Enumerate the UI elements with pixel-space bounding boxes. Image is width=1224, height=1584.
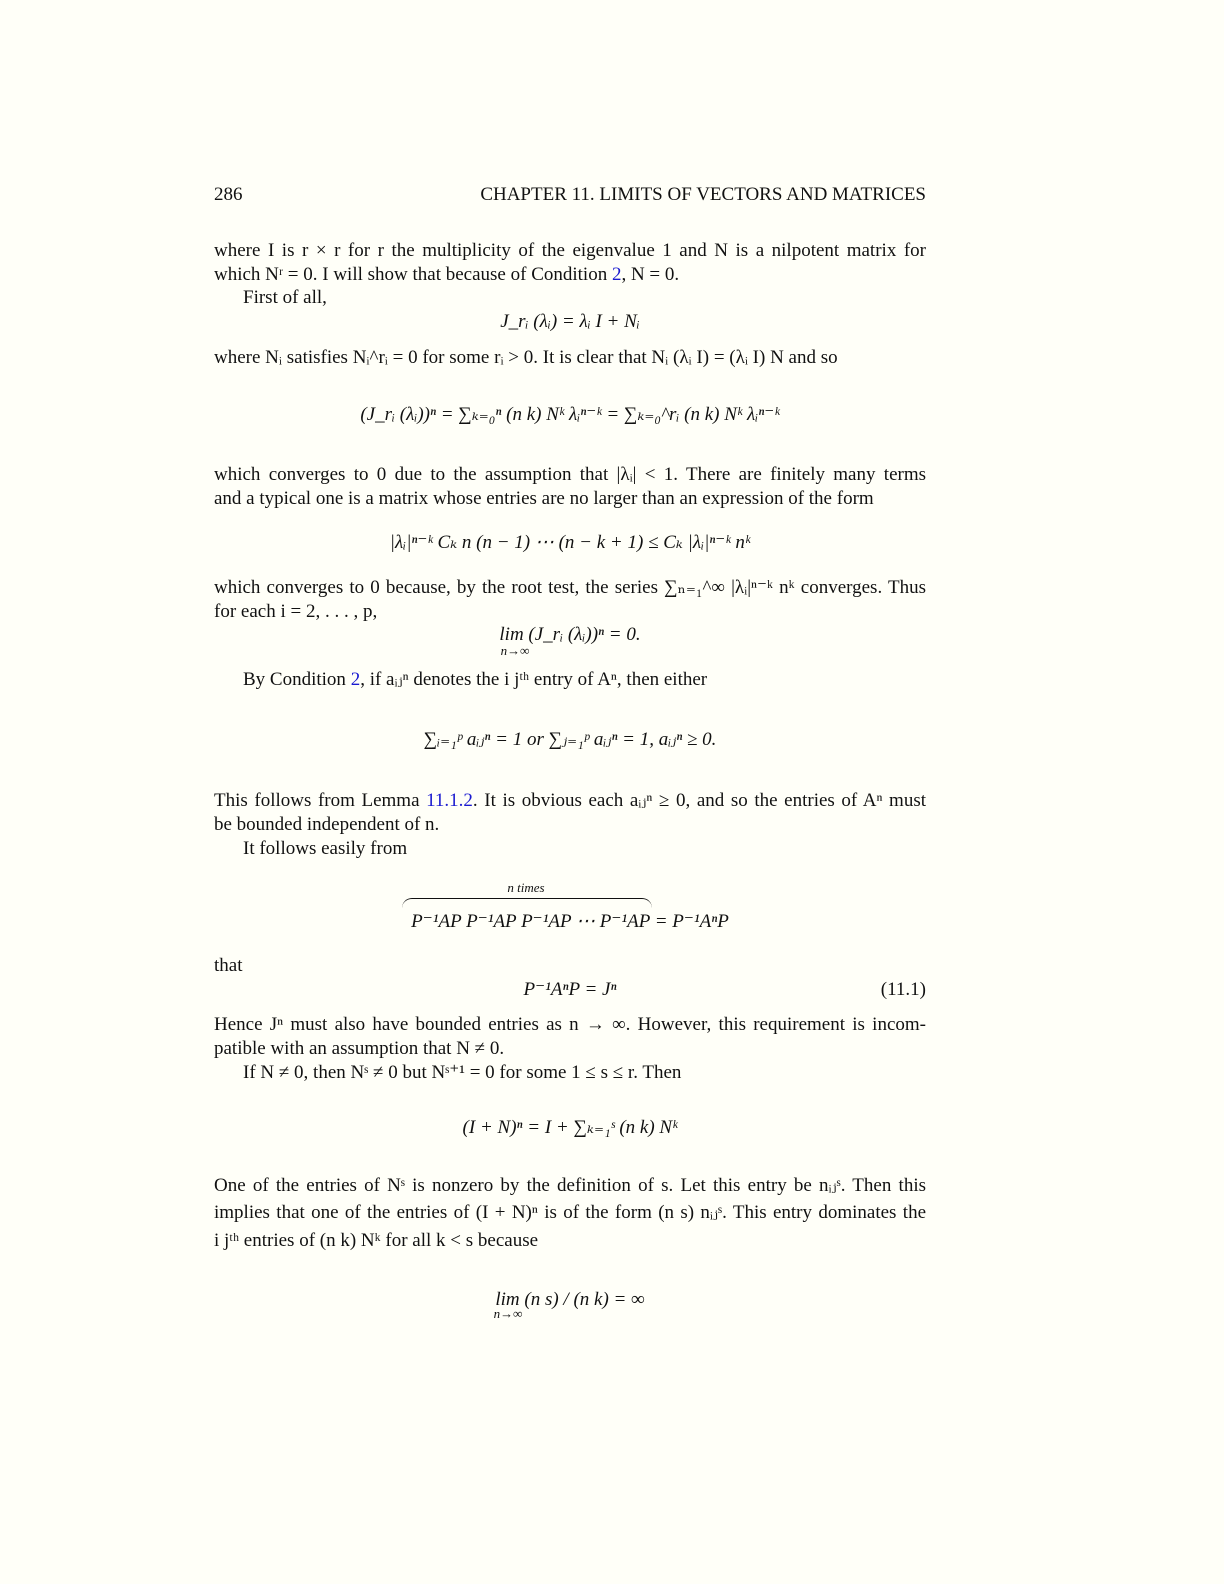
text-line <box>243 669 926 691</box>
text-line <box>214 790 926 812</box>
text-line: which converges to 0 because, by the root test, the series ∑ₙ₌₁^∞ |λᵢ|ⁿ⁻ᵏ nᵏ converges. Thus <box>214 577 926 598</box>
text-line: be bounded independent of n. <box>214 814 440 835</box>
text: . It is obvious each aᵢⱼⁿ ≥ 0, and so the entries of Aⁿ must <box>472 790 927 811</box>
running-header <box>214 184 926 206</box>
limit-subscript: n→∞ <box>493 1306 523 1321</box>
text: , N = 0. <box>621 264 680 285</box>
text-line: implies that one of the entries of (I + N)ⁿ is of the form (n s) nᵢⱼˢ. This entry dominates the <box>214 1202 926 1223</box>
text-line: which converges to 0 due to the assumption that |λᵢ| < 1. There are finitely many terms <box>214 464 926 485</box>
text: This follows from Lemma <box>214 790 427 811</box>
lemma-link[interactable]: 11.1.2 <box>426 790 473 811</box>
text-line: First of all, <box>243 287 327 308</box>
equation: (I + N)ⁿ = I + ∑ₖ₌₁ˢ (n k) Nᵏ <box>462 1117 678 1138</box>
text: which Nʳ = 0. I will show that because of Condition <box>214 264 612 285</box>
text-line: Hence Jⁿ must also have bounded entries as n → ∞. However, this requirement is incom- <box>214 1014 926 1035</box>
text-line: i jᵗʰ entries of (n k) Nᵏ for all k < s because <box>214 1230 539 1251</box>
equation: P⁻¹AP P⁻¹AP P⁻¹AP ⋯ P⁻¹AP = P⁻¹AⁿP <box>411 911 729 932</box>
text-line: where Nᵢ satisfies Nᵢ^rᵢ = 0 for some rᵢ > 0. It is clear that Nᵢ (λᵢ I) = (λᵢ I) N and so <box>214 347 838 368</box>
text: , if aᵢⱼⁿ denotes the i jᵗʰ entry of Aⁿ, then either <box>360 669 708 690</box>
equation-number: (11.1) <box>880 979 926 1000</box>
equation <box>214 979 926 1001</box>
equation: |λᵢ|ⁿ⁻ᵏ Cₖ n (n − 1) ⋯ (n − k + 1) ≤ Cₖ |λᵢ|ⁿ⁻ᵏ nᵏ <box>389 532 751 553</box>
equation: ∑ᵢ₌₁ᵖ aᵢⱼⁿ = 1 or ∑ⱼ₌₁ᵖ aᵢⱼⁿ = 1, aᵢⱼⁿ ≥ 0. <box>423 729 717 750</box>
text-line: and a typical one is a matrix whose entries are no larger than an expression of the form <box>214 488 874 509</box>
text-line: It follows easily from <box>243 838 408 859</box>
text-line: One of the entries of Nˢ is nonzero by the definition of s. Let this entry be nᵢⱼˢ. Then this <box>214 1175 926 1196</box>
text-line <box>214 264 926 286</box>
equation: lim (n s) / (n k) = ∞ <box>495 1289 645 1310</box>
running-title: CHAPTER 11. LIMITS OF VECTORS AND MATRICES <box>480 184 926 205</box>
condition-link[interactable]: 2 <box>611 264 622 285</box>
text-line: where I is r × r for r the multiplicity of the eigenvalue 1 and N is a nilpotent matrix for <box>214 240 926 261</box>
text-line: for each i = 2, . . . , p, <box>214 601 378 622</box>
equation-body: P⁻¹AⁿP = Jⁿ <box>523 979 617 1000</box>
equation: (J_rᵢ (λᵢ))ⁿ = ∑ₖ₌₀ⁿ (n k) Nᵏ λᵢⁿ⁻ᵏ = ∑ₖ₌₀^rᵢ (n k) Nᵏ λᵢⁿ⁻ᵏ <box>360 404 780 425</box>
brace-label: n times <box>507 880 545 895</box>
text-line: patible with an assumption that N ≠ 0. <box>214 1038 505 1059</box>
condition-link[interactable]: 2 <box>350 669 361 690</box>
equation: J_rᵢ (λᵢ) = λᵢ I + Nᵢ <box>500 311 640 332</box>
limit-subscript: n→∞ <box>500 643 530 658</box>
text: By Condition <box>243 669 351 690</box>
equation: lim (J_rᵢ (λᵢ))ⁿ = 0. <box>499 624 641 645</box>
page-number: 286 <box>214 184 243 205</box>
text-line: that <box>214 955 243 976</box>
text-line: If N ≠ 0, then Nˢ ≠ 0 but Nˢ⁺¹ = 0 for some 1 ≤ s ≤ r. Then <box>243 1062 682 1083</box>
